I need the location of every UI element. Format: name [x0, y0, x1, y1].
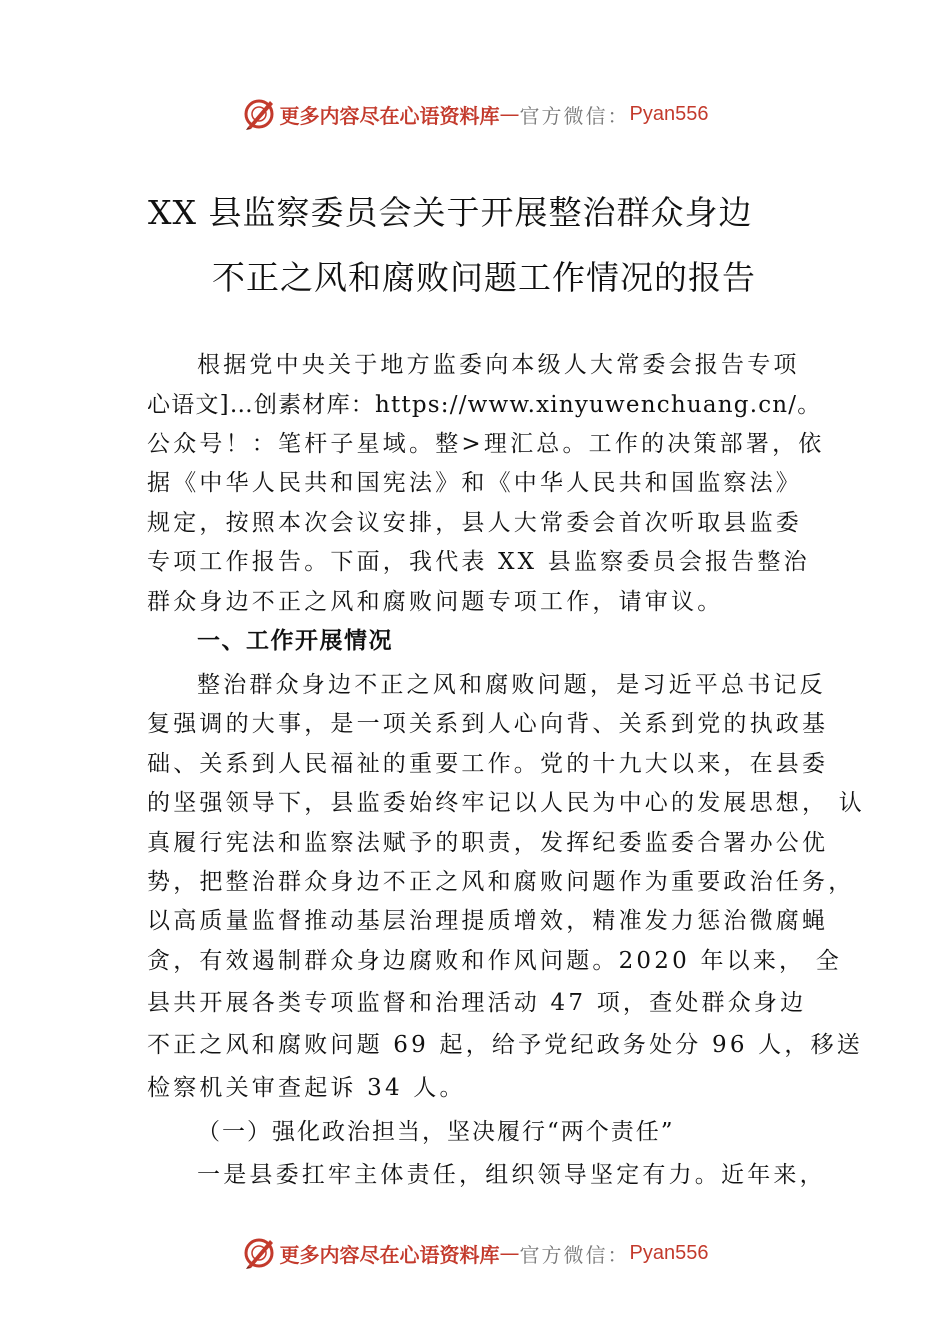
paragraph-line: 专项工作报告。下面，我代表 XX 县监察委员会报告整治 — [147, 549, 810, 575]
paragraph-line: 检察机关审查起诉 34 人。 — [147, 1075, 466, 1101]
section-heading: 一、工作开展情况 — [197, 628, 393, 654]
paragraph-line: 群众身边不正之风和腐败问题专项工作，请审议。 — [147, 589, 724, 615]
paragraph-line: 规定，按照本次会议安排，县人大常委会首次听取县监委 — [147, 510, 802, 536]
paragraph-line: 公众号！：笔杆子星域。整>理汇总。工作的决策部署，依 — [147, 431, 825, 457]
watermark-wechat-label: 官方微信： — [519, 103, 630, 128]
paragraph-line: 础、关系到人民福祉的重要工作。党的十九大以来，在县委 — [147, 751, 829, 777]
watermark-banner-bottom — [0, 1233, 950, 1273]
paragraph-line: 不正之风和腐败问题 69 起，给予党纪政务处分 96 人，移送 — [147, 1032, 863, 1058]
paragraph-line: 县共开展各类专项监督和治理活动 47 项，查处群众身边 — [147, 990, 807, 1016]
paragraph-line: 复强调的大事，是一项关系到人心向背、关系到党的执政基 — [147, 711, 829, 737]
watermark-wechat-id: Pyan556 — [629, 1241, 709, 1264]
watermark-main-text: 更多内容尽在心语资料库 — [279, 103, 500, 128]
paragraph-line: 真履行宪法和监察法赋予的职责，发挥纪委监委合署办公优 — [147, 830, 829, 856]
watermark-main-text: 更多内容尽在心语资料库 — [279, 1242, 500, 1267]
paragraph-line: 整治群众身边不正之风和腐败问题，是习近平总书记反 — [197, 672, 826, 698]
pen-logo-icon — [242, 1236, 276, 1270]
pen-logo-icon — [242, 97, 276, 131]
watermark-banner-top — [0, 94, 950, 134]
paragraph-line: 一是县委扛牢主体责任，组织领导坚定有力。近年来， — [197, 1162, 826, 1188]
watermark-dash: — — [499, 1241, 520, 1265]
paragraph-line: 根据党中央关于地方监委向本级人大常委会报告专项 — [197, 352, 800, 378]
paragraph-line: 贪，有效遏制群众身边腐败和作风问题。2020 年以来， 全 — [147, 948, 842, 974]
document-title-line-2: 不正之风和腐败问题工作情况的报告 — [212, 258, 756, 297]
paragraph-line: 以高质量监督推动基层治理提质增效，精准发力惩治微腐蝇 — [147, 908, 829, 934]
watermark-wechat-label: 官方微信： — [519, 1242, 630, 1267]
paragraph-line: 据《中华人民共和国宪法》和《中华人民共和国监察法》 — [147, 470, 802, 496]
watermark-dash: — — [499, 102, 520, 126]
paragraph-line: 势，把整治群众身边不正之风和腐败问题作为重要政治任务， — [147, 869, 855, 895]
paragraph-line: 心语文]…创素材库：https://www.xinyuwenchuang.cn/。 — [147, 392, 822, 418]
watermark-wechat-id: Pyan556 — [629, 102, 709, 125]
paragraph-line: 的坚强领导下，县监委始终牢记以人民为中心的发展思想， 认 — [147, 790, 865, 816]
subsection-heading: （一）强化政治担当，坚决履行“两个责任” — [197, 1119, 675, 1145]
document-title-line-1: XX 县监察委员会关于开展整治群众身边 — [148, 193, 753, 232]
